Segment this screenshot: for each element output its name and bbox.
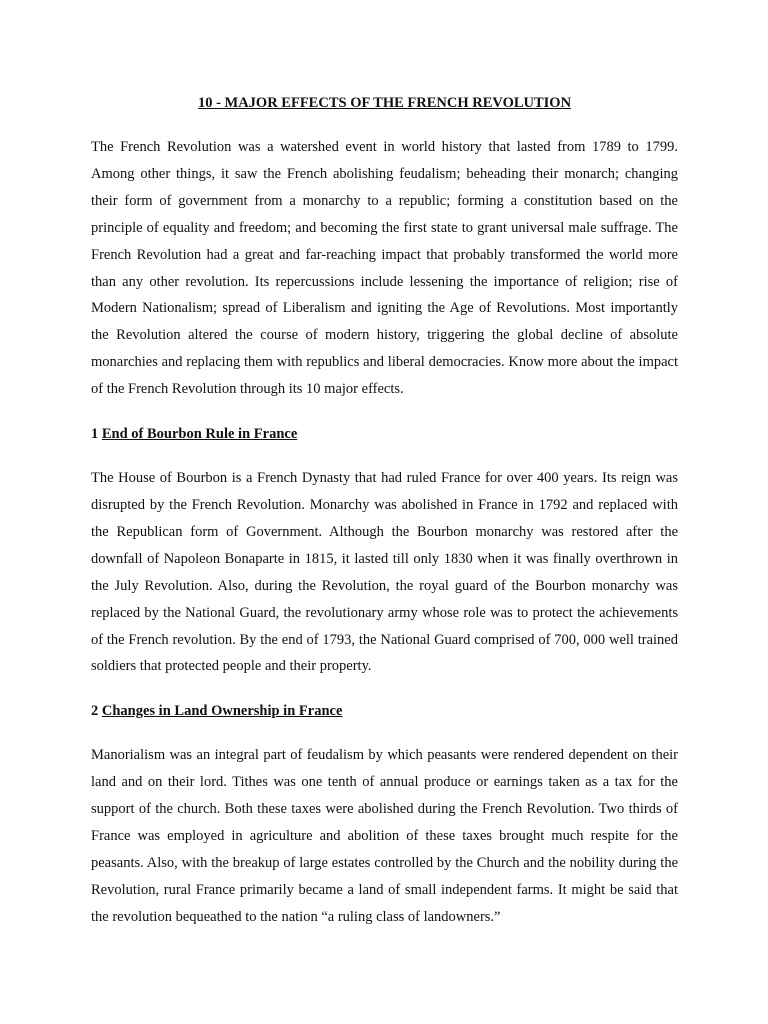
document-page [91,94,678,931]
section-paragraph: The House of Bourbon is a French Dynasty that had ruled France for over 400 years. Its reign was disrupted by the French Revolution. Monarchy was abolished in France in 1792 and replaced with the Republican form of Government. Although the Bourbon monarchy was restored after the downfall of Napoleon Bonaparte in 1815, it lasted till only 1830 when it was finally overthrown in the July Revolution. Also, during the Revolution, the royal guard of the Bourbon monarchy was replaced by the National Guard, the revolutionary army whose role was to protect the achievements of the French revolution. By the end of 1793, the National Guard comprised of 700, 000 well trained soldiers that protected people and their property. [91,470,678,675]
section-heading-text: End of Bourbon Rule in France [101,426,298,443]
section-2 [91,698,678,930]
section-number: 1 [91,426,99,443]
section-1 [91,421,678,680]
section-paragraph: Manorialism was an integral part of feudalism by which peasants were rendered dependent on their land and on their lord. Tithes was one tenth of annual produce or earnings taken as a tax for the support of the church. Both these taxes were abolished during the French Revolution. Two thirds of France was employed in agriculture and abolition of these taxes brought much respite for the peasants. Also, with the breakup of large estates controlled by the Church and the nobility during the Revolution, rural France primarily became a land of small independent farms. It might be said that the revolution bequeathed to the nation “a ruling class of landowners.” [91,747,678,925]
section-heading [91,698,678,724]
section-heading [91,421,678,447]
section-heading-text: Changes in Land Ownership in France [101,703,343,720]
intro-paragraph: The French Revolution was a watershed event in world history that lasted from 1789 to 1799. Among other things, it saw the French abolishing feudalism; beheading their monarch; changing their form of government from a monarchy to a republic; forming a constitution based on the principle of equality and freedom; and becoming the first state to grant universal male suffrage. The French Revolution had a great and far-reaching impact that probably transformed the world more than any other revolution. Its repercussions include lessening the importance of religion; rise of Modern Nationalism; spread of Liberalism and igniting the Age of Revolutions. Most importantly the Revolution altered the course of modern history, triggering the global decline of absolute monarchies and replacing them with republics and liberal democracies. Know more about the impact of the French Revolution through its 10 major effects. [91,139,678,398]
document-title: 10 - MAJOR EFFECTS OF THE FRENCH REVOLUTION [197,95,572,111]
section-number: 2 [91,703,99,720]
